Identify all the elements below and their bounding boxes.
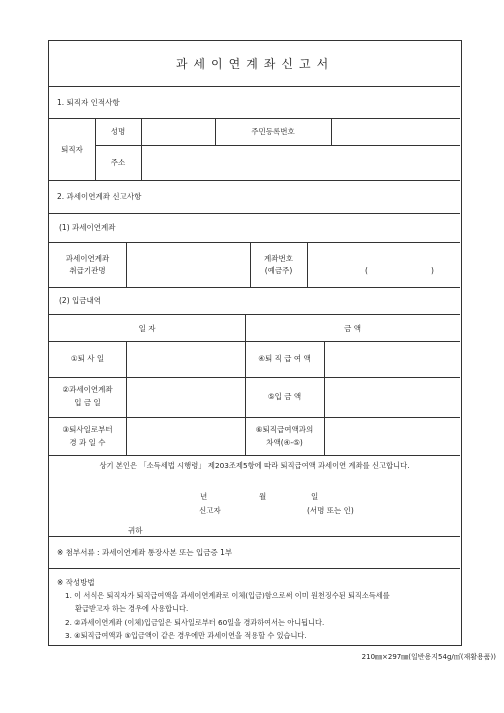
instructions-heading: ※ 작성방법 <box>57 578 95 587</box>
deposit-date-field[interactable] <box>127 378 244 416</box>
deposit-amount-label: ⑤입 금 액 <box>267 392 302 401</box>
name-field[interactable] <box>142 119 214 144</box>
deposit-date-label-2: 입 금 일 <box>74 398 101 407</box>
difference-field[interactable] <box>325 418 460 454</box>
divider <box>49 455 460 456</box>
paper-size-footer: 210㎜×297㎜(일반용지54g/㎡(재활용품)) <box>361 653 496 661</box>
address-label: 주소 <box>110 158 126 167</box>
tax-deferral-account-form <box>48 40 462 646</box>
institution-field[interactable] <box>127 243 249 286</box>
elapsed-days-field[interactable] <box>127 418 244 454</box>
instruction-item: 3. ④퇴직급여액과 ⑤입금액이 같은 경우에만 과세이연을 적용할 수 있습니다. <box>65 631 307 640</box>
filer-label: 신고자 <box>199 506 221 515</box>
retirement-pay-label: ④퇴 직 급 여 액 <box>258 354 311 363</box>
divider <box>49 86 460 87</box>
rrn-field[interactable] <box>332 119 460 144</box>
section2-heading: 2. 과세이연계좌 신고사항 <box>57 192 142 201</box>
divider <box>250 242 251 287</box>
rrn-label: 주민등록번호 <box>251 127 295 136</box>
instruction-item: 환급받고자 하는 경우에 사용합니다. <box>75 604 189 613</box>
account-number-field[interactable] <box>308 243 460 286</box>
account-number-label: 계좌번호 <box>264 254 293 263</box>
divider <box>49 536 460 537</box>
account-holder-label: (예금주) <box>264 266 293 275</box>
form-title: 과세이연계좌신고서 <box>175 57 335 71</box>
divider <box>49 287 460 288</box>
divider <box>49 213 460 214</box>
date-column-header: 일 자 <box>138 324 156 333</box>
recipient-label: 귀하 <box>128 526 143 535</box>
paren-close: ) <box>431 266 434 275</box>
section1-heading: 1. 퇴직자 인적사항 <box>57 98 120 107</box>
divider <box>49 314 460 315</box>
deposit-details-subheading: (2) 입금내역 <box>59 296 101 305</box>
paren-open: ( <box>365 266 368 275</box>
retirement-date-field[interactable] <box>127 342 244 376</box>
deferral-account-subheading: (1) 과세이연계좌 <box>59 223 116 232</box>
divider <box>49 568 460 569</box>
retirement-date-label: ①퇴 사 일 <box>70 354 105 363</box>
address-field[interactable] <box>142 146 460 179</box>
retiree-row-label: 퇴직자 <box>61 145 83 154</box>
elapsed-days-label-2: 경 과 일 수 <box>69 438 106 447</box>
institution-label: 과세이연계좌 <box>65 254 110 263</box>
year-label: 년 <box>200 492 208 501</box>
elapsed-days-label: ③퇴사일로부터 <box>62 425 113 434</box>
difference-label: ⑥퇴직급여액과의 <box>255 425 314 434</box>
deposit-date-label: ②과세이연계좌 <box>62 385 113 394</box>
name-label: 성명 <box>110 127 126 136</box>
instruction-item: 1. 이 서식은 퇴직자가 퇴직급여액을 과세이연계좌로 이체(입금)함으로써 이미 원천징수된 퇴직소득세를 <box>65 591 390 600</box>
deposit-amount-field[interactable] <box>325 378 460 416</box>
retirement-pay-field[interactable] <box>325 342 460 376</box>
signature-hint: (서명 또는 인) <box>307 506 354 515</box>
amount-column-header: 금 액 <box>344 324 361 333</box>
divider <box>49 180 460 181</box>
attachment-note: ※ 첨부서류 : 과세이연계좌 통장사본 또는 입금증 1부 <box>57 548 233 557</box>
instruction-item: 2. ②과세이연계좌 (이체)입금일은 퇴사일로부터 60일을 경과하여서는 아니됩니다. <box>65 618 325 627</box>
difference-label-2: 차액(④-⑤) <box>266 438 303 447</box>
institution-label-2: 취급기관명 <box>69 266 106 275</box>
day-label: 일 <box>311 492 319 501</box>
month-label: 월 <box>259 492 267 501</box>
declaration-statement: 상기 본인은 「소득세법 시행령」 제203조제5항에 따라 퇴직급여액 과세이연 계좌를 신고합니다. <box>99 461 410 470</box>
